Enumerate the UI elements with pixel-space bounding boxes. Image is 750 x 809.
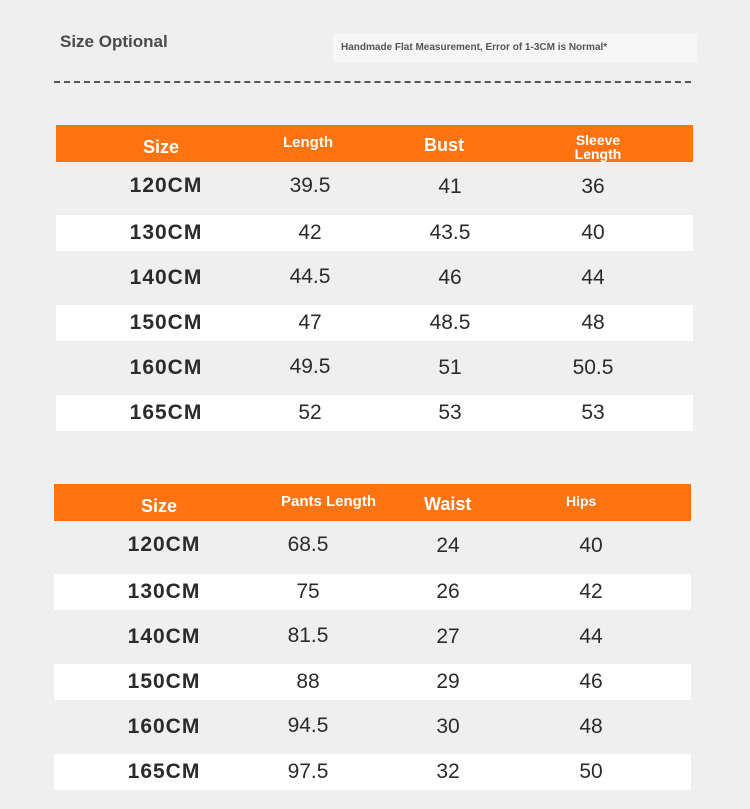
waist-cell: 29 [436,670,460,693]
sleeve-cell: 50.5 [572,356,614,379]
table-row [56,162,693,207]
column-header-waist: Waist [424,494,472,514]
size-cell: 165CM [129,401,203,424]
bust-cell: 48.5 [429,311,471,334]
size-cell: 160CM [127,715,201,738]
table-row [56,341,693,395]
column-header-size: Size [143,137,180,157]
table-header [56,125,693,162]
page-title: Size Optional [60,32,168,51]
table-row [56,251,693,305]
length-cell: 42 [298,221,322,244]
bust-cell: 51 [438,356,462,379]
table-row [54,754,691,790]
size-cell: 130CM [127,580,201,603]
bust-cell: 41 [438,175,462,198]
table-row [54,574,691,610]
waist-cell: 26 [436,580,460,603]
table-row [54,521,691,566]
length-cell: 39.5 [289,174,331,197]
table-row [56,305,693,341]
bust-cell: 53 [438,401,462,424]
table-row [54,700,691,754]
waist-cell: 30 [436,715,460,738]
hips-cell: 46 [579,670,603,693]
hips-cell: 40 [579,534,603,557]
table-header [54,484,691,521]
length-cell: 44.5 [289,265,331,288]
pants-length-cell: 97.5 [287,760,329,783]
column-header-pants-length: Pants Length [281,493,377,510]
waist-cell: 27 [436,625,460,648]
column-header-size: Size [141,496,178,516]
size-cell: 150CM [127,670,201,693]
waist-cell: 32 [436,760,460,783]
hips-cell: 48 [579,715,603,738]
hips-cell: 50 [579,760,603,783]
column-header-hips: Hips [566,493,597,509]
pants-length-cell: 94.5 [287,714,329,737]
size-cell: 160CM [129,356,203,379]
sleeve-cell: 53 [581,401,605,424]
pants-length-cell: 81.5 [287,624,329,647]
size-cell: 130CM [129,221,203,244]
size-cell: 120CM [129,174,203,197]
table-row [54,664,691,700]
sleeve-cell: 48 [581,311,605,334]
sleeve-cell: 40 [581,221,605,244]
size-cell: 140CM [129,266,203,289]
size-cell: 165CM [127,760,201,783]
waist-cell: 24 [436,534,460,557]
hips-cell: 42 [579,580,603,603]
sleeve-cell: 36 [581,175,605,198]
bust-cell: 46 [438,266,462,289]
table-row [54,610,691,664]
hips-cell: 44 [579,625,603,648]
column-header-length: Length [283,134,333,151]
size-cell: 140CM [127,625,201,648]
pants-length-cell: 88 [296,670,320,693]
length-cell: 52 [298,401,322,424]
length-cell: 47 [298,311,322,334]
top-size-table [56,125,693,431]
bust-cell: 43.5 [429,221,471,244]
column-header-bust: Bust [424,135,464,155]
measurement-note: Handmade Flat Measurement, Error of 1-3CM is Normal* [333,34,697,62]
column-header-sleeve-length: Sleeve Length [574,132,622,162]
size-cell: 150CM [129,311,203,334]
pants-length-cell: 75 [296,580,320,603]
table-row [56,395,693,431]
dashed-divider [54,81,691,83]
size-cell: 120CM [127,533,201,556]
table-row [56,215,693,251]
length-cell: 49.5 [289,355,331,378]
pants-length-cell: 68.5 [287,533,329,556]
sleeve-cell: 44 [581,266,605,289]
bottom-size-table [54,484,691,790]
